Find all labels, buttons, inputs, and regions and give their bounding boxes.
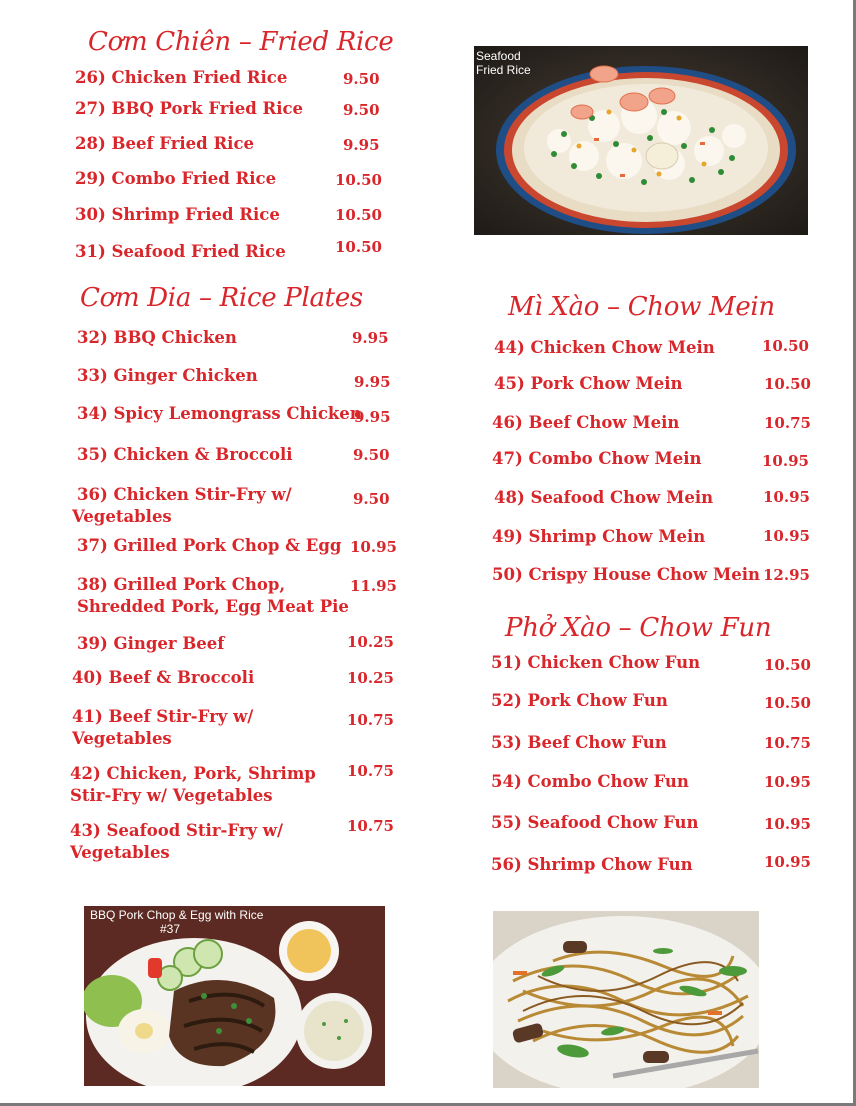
menu-item-name: 50) Crispy House Chow Mein (492, 565, 760, 584)
menu-item-name: 49) Shrimp Chow Mein (492, 527, 706, 546)
menu-item-name: 54) Combo Chow Fun (491, 772, 689, 791)
menu-item-price: 10.50 (762, 337, 809, 355)
menu-item-price: 9.50 (343, 70, 380, 88)
menu-item-price: 10.95 (350, 538, 397, 556)
menu-item-name: 39) Ginger Beef (77, 634, 225, 653)
menu-item-price: 9.50 (353, 490, 390, 508)
photo-bbq-pork-chop (84, 906, 385, 1086)
menu-item-price: 10.25 (347, 669, 394, 687)
item-line: Stir-Fry w/ Vegetables (70, 786, 273, 805)
menu-item-name: 56) Shrimp Chow Fun (491, 855, 693, 874)
menu-item-price: 10.50 (764, 656, 811, 674)
menu-item-name: 47) Combo Chow Mein (492, 449, 702, 468)
item-line: 41) Beef Stir-Fry w/ (72, 707, 254, 726)
menu-item-name: 33) Ginger Chicken (77, 366, 258, 385)
section-title-rice-plates: Cơm Dia – Rice Plates (80, 283, 363, 313)
menu-item-name: 30) Shrimp Fried Rice (75, 205, 280, 224)
photo-caption (476, 49, 531, 77)
photo-seafood-fried-rice (474, 46, 808, 235)
item-line: 42) Chicken, Pork, Shrimp (70, 764, 316, 783)
menu-item-name: 44) Chicken Chow Mein (494, 338, 715, 357)
menu-item-price: 9.50 (343, 101, 380, 119)
item-line: 43) Seafood Stir-Fry w/ (70, 821, 284, 840)
item-line: 36) Chicken Stir-Fry w/ (77, 485, 292, 504)
menu-item-price: 10.50 (764, 694, 811, 712)
menu-item-price: 9.95 (352, 329, 389, 347)
section-title-fried-rice: Cơm Chiên – Fried Rice (88, 27, 394, 57)
menu-item-name: 32) BBQ Chicken (77, 328, 237, 347)
menu-item-price: 10.75 (764, 414, 811, 432)
menu-item-price: 12.95 (763, 566, 810, 584)
caption-line: BBQ Pork Chop & Egg with Rice (90, 908, 264, 922)
menu-item-price: 9.95 (354, 408, 391, 426)
menu-item-price: 9.95 (354, 373, 391, 391)
menu-item-name: 51) Chicken Chow Fun (491, 653, 701, 672)
menu-item-name: 45) Pork Chow Mein (494, 374, 683, 393)
item-line: Vegetables (70, 843, 170, 862)
menu-item-name: 26) Chicken Fried Rice (75, 68, 288, 87)
menu-item-price: 10.50 (335, 238, 382, 256)
menu-item-name (72, 706, 253, 750)
photo-caption (90, 908, 264, 936)
menu-item-name: 48) Seafood Chow Mein (494, 488, 714, 507)
menu-item-price: 10.95 (764, 853, 811, 871)
item-line: Shredded Pork, Egg Meat Pie (77, 597, 349, 616)
photo-chow-mein (493, 911, 759, 1088)
caption-line: Fried Rice (476, 63, 531, 77)
menu-item-name (70, 763, 316, 807)
item-line: Vegetables (72, 507, 172, 526)
menu-item-name: 40) Beef & Broccoli (72, 668, 255, 687)
menu-item-name: 34) Spicy Lemongrass Chicken (77, 404, 362, 423)
menu-item-name (70, 820, 283, 864)
menu-item-price: 10.75 (347, 817, 394, 835)
section-title-chow-fun: Phở Xào – Chow Fun (505, 613, 772, 643)
caption-line: #37 (159, 922, 181, 936)
menu-item-name: 35) Chicken & Broccoli (77, 445, 293, 464)
menu-item-name (77, 574, 349, 618)
menu-item-name: 29) Combo Fried Rice (75, 169, 277, 188)
menu-item-price: 10.75 (347, 762, 394, 780)
menu-item-name: 53) Beef Chow Fun (491, 733, 667, 752)
menu-item-name: 55) Seafood Chow Fun (491, 813, 699, 832)
menu-item-price: 10.95 (764, 773, 811, 791)
menu-item-price: 11.95 (350, 577, 397, 595)
caption-line: Seafood (476, 49, 521, 63)
menu-item-name: 31) Seafood Fried Rice (75, 242, 286, 261)
menu-item-name: 37) Grilled Pork Chop & Egg (77, 536, 342, 555)
menu-item-price: 10.75 (764, 734, 811, 752)
menu-item-name: 46) Beef Chow Mein (492, 413, 680, 432)
menu-item-price: 10.95 (763, 488, 810, 506)
menu-item-name: 27) BBQ Pork Fried Rice (75, 99, 304, 118)
menu-item-name (72, 484, 292, 528)
section-title-chow-mein: Mì Xào – Chow Mein (508, 292, 775, 322)
menu-item-price: 10.50 (764, 375, 811, 393)
item-line: Vegetables (72, 729, 172, 748)
menu-item-price: 10.25 (347, 633, 394, 651)
menu-item-price: 10.75 (347, 711, 394, 729)
menu-item-price: 10.95 (762, 452, 809, 470)
menu-item-price: 10.50 (335, 206, 382, 224)
menu-item-price: 10.95 (763, 527, 810, 545)
menu-item-price: 9.95 (343, 136, 380, 154)
menu-item-price: 10.50 (335, 171, 382, 189)
menu-item-name: 52) Pork Chow Fun (491, 691, 668, 710)
chow-mein-illustration (493, 911, 759, 1088)
menu-item-price: 9.50 (353, 446, 390, 464)
menu-item-price: 10.95 (764, 815, 811, 833)
item-line: 38) Grilled Pork Chop, (77, 575, 286, 594)
menu-item-name: 28) Beef Fried Rice (75, 134, 254, 153)
